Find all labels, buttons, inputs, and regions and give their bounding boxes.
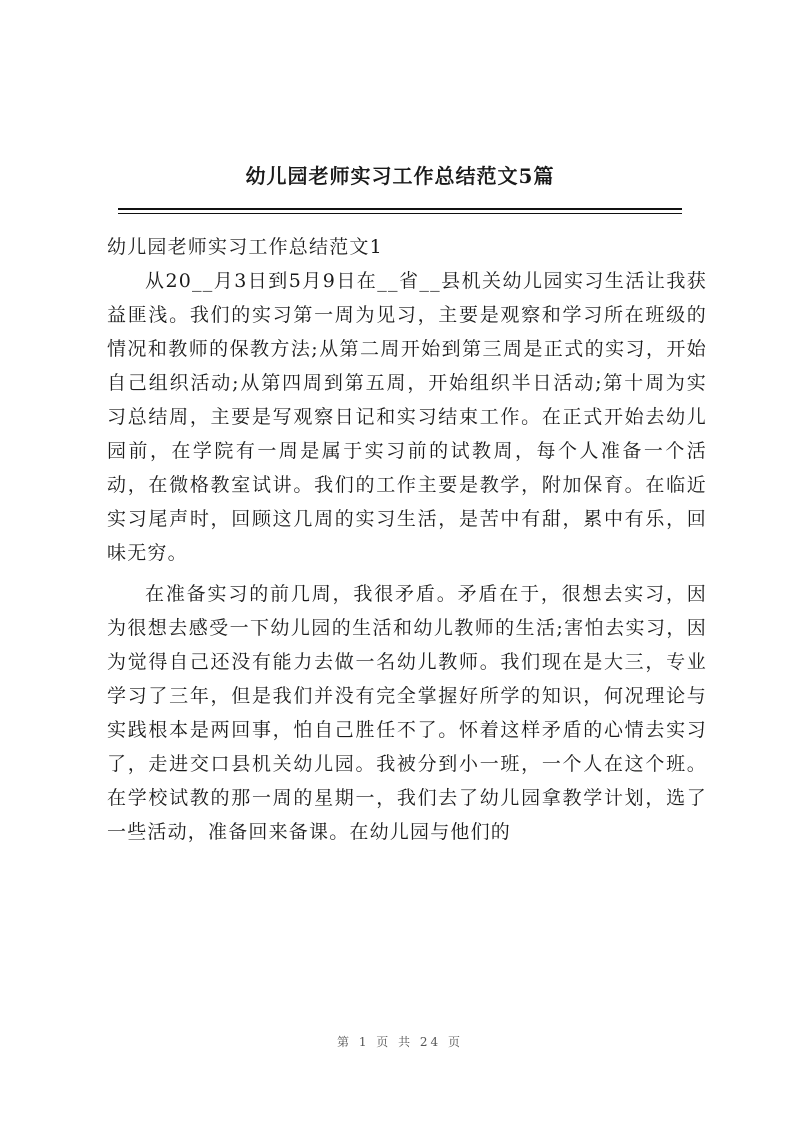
- paragraph-1: 从20__月3日到5月9日在__省__县机关幼儿园实习生活让我获益匪浅。我们的实习第一周为见习，主要是观察和学习所在班级的情况和教师的保教方法;从第二周开始到第三周是正式的实习，开始自己组织活动;从第四周到第五周，开始组织半日活动;第十周为实习总结周，主要是写观察日记和实习结束工作。在正式开始去幼儿园前，在学院有一周是属于实习前的试教周，每个人准备一个活动，在微格教室试讲。我们的工作主要是教学，附加保育。在临近实习尾声时，回顾这几周的实习生活，是苦中有甜，累中有乐，回味无穷。: [107, 270, 707, 564]
- page-title: 幼儿园老师实习工作总结范文5篇: [245, 164, 555, 188]
- section-heading: 幼儿园老师实习工作总结范文1: [107, 236, 383, 258]
- title-divider: [118, 208, 682, 210]
- title-divider-thin: [118, 213, 682, 214]
- paragraph-2: 在准备实习的前几周，我很矛盾。矛盾在于，很想去实习，因为很想去感受一下幼儿园的生活和幼儿教师的生活;害怕去实习，因为觉得自己还没有能力去做一名幼儿教师。我们现在是大三，专业学习了三年，但是我们并没有完全掌握好所学的知识，何况理论与实践根本是两回事，怕自己胜任不了。怀着这样矛盾的心情去实习了，走进交口县机关幼儿园。我被分到小一班，一个人在这个班。在学校试教的那一周的星期一，我们去了幼儿园拿教学计划，选了一些活动，准备回来备课。在幼儿园与他们的: [107, 583, 707, 843]
- page-number: 第 1 页 共 24 页: [337, 1035, 463, 1049]
- document-body: [107, 230, 707, 849]
